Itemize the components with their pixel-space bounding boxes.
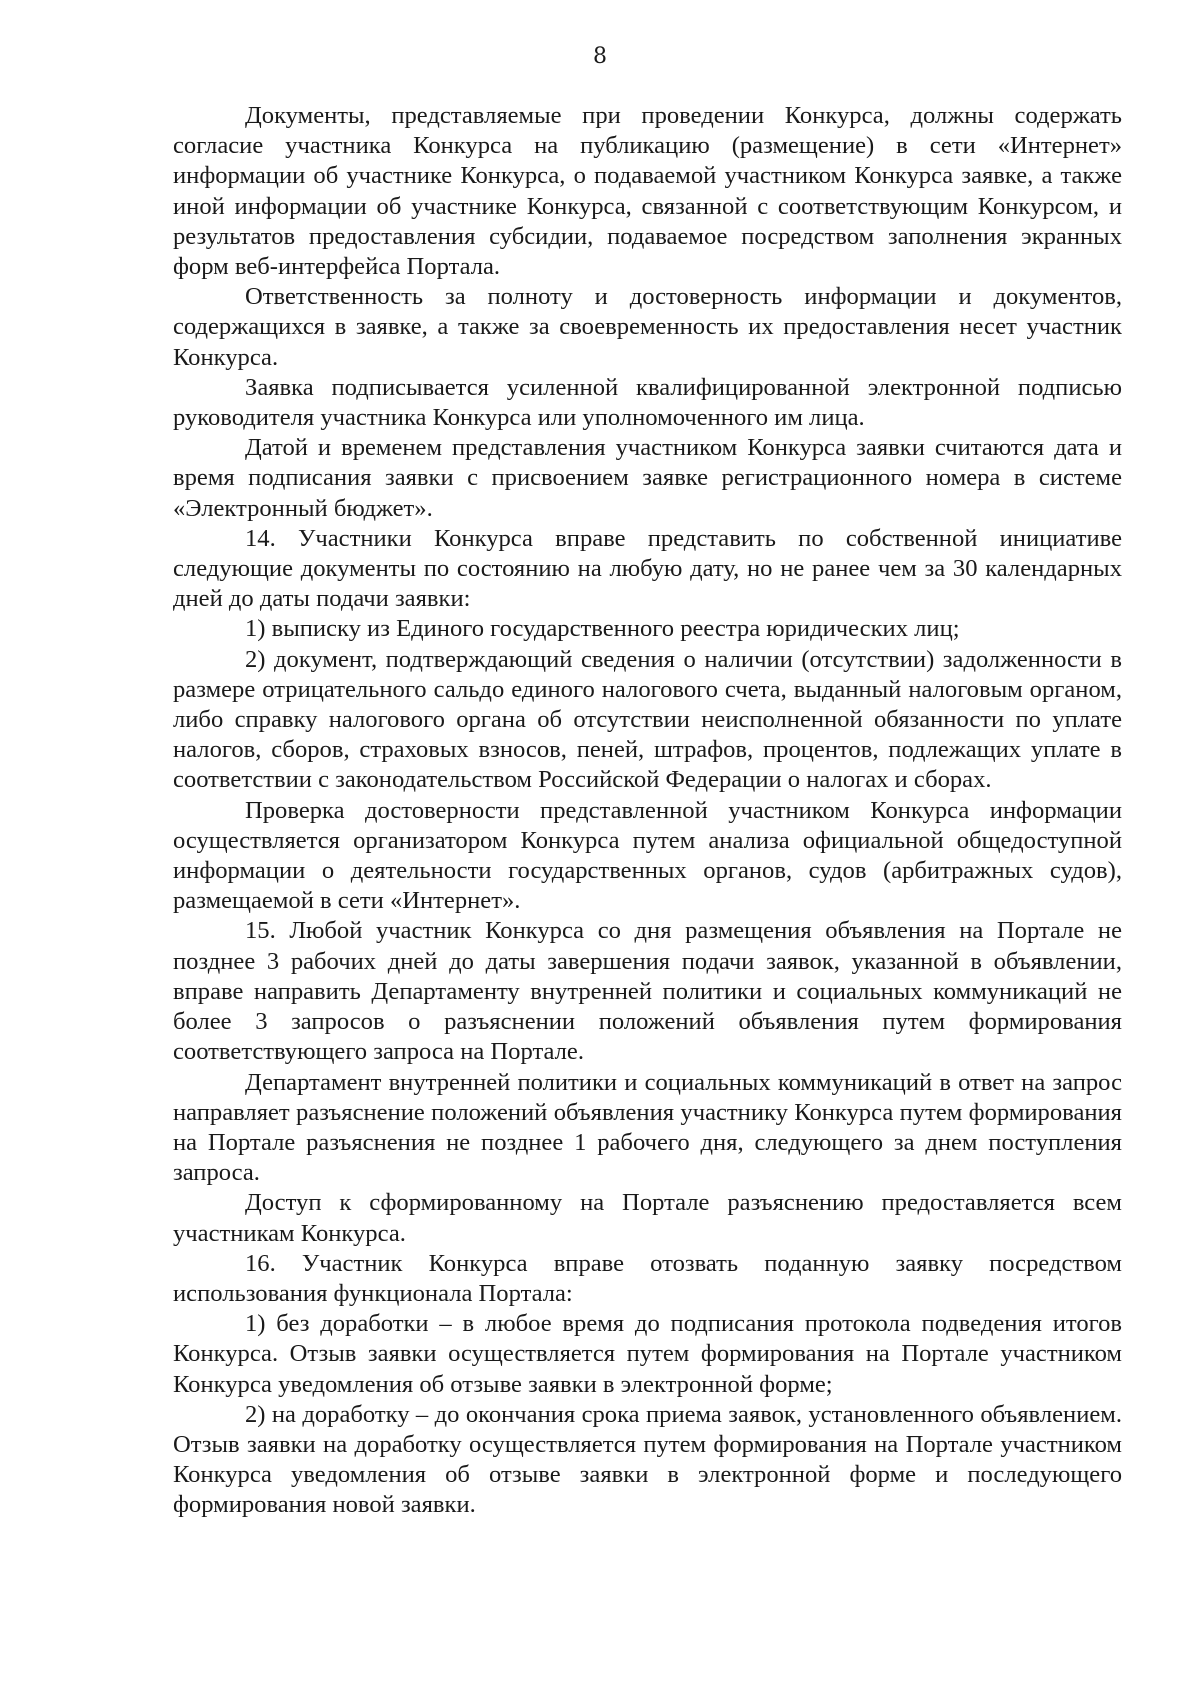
paragraph-item-14: 14. Участники Конкурса вправе представить по собственной инициативе следующие документы по состоянию на любую дату, но не ранее чем за 30 календарных дней до даты подачи заявки: <box>173 524 1122 613</box>
paragraph-item-14-2: 2) документ, подтверждающий сведения о наличии (отсутствии) задолженности в размере отрицательного сальдо единого налогового счета, выданный налоговым органом, либо справку налогового органа об отсутствии неисполненной обязанности по уплате налогов, сборов, страховых взносов, пеней, штрафов, процентов, подлежащих уплате в соответствии с законодательством Российской Федерации о налогах и сборах. <box>173 645 1122 794</box>
paragraph-item-16-2: 2) на доработку – до окончания срока приема заявок, установленного объявлением. Отзыв заявки на доработку осуществляется путем формирования на Портале участником Конкурса уведомления об отзыве заявки в электронной форме и последующего формирования новой заявки. <box>173 1400 1122 1519</box>
paragraph-item-16-1: 1) без доработки – в любое время до подписания протокола подведения итогов Конкурса. Отзыв заявки осуществляется путем формирования на Портале участником Конкурса уведомления об отзыве заявки в электронной форме; <box>173 1310 1122 1398</box>
paragraph-signature: Заявка подписывается усиленной квалифицированной электронной подписью руководителя участника Конкурса или уполномоченного им лица. <box>173 373 1122 432</box>
paragraph-submission-date: Датой и временем представления участником Конкурса заявки считаются дата и время подписания заявки с присвоением заявке регистрационного номера в системе «Электронный бюджет». <box>173 434 1122 522</box>
paragraph-clarification-access: Доступ к сформированному на Портале разъяснению предоставляется всем участникам Конкурса. <box>173 1189 1122 1247</box>
paragraph-verification: Проверка достоверности представленной участником Конкурса информации осуществляется организатором Конкурса путем анализа официальной общедоступной информации о деятельности государственных органов, судов (арбитражных судов), размещаемой в сети «Интернет». <box>173 796 1122 915</box>
document-body <box>173 101 1122 1521</box>
paragraph-item-16: 16. Участник Конкурса вправе отозвать поданную заявку посредством использования функционала Портала: <box>173 1249 1122 1307</box>
paragraph-item-15: 15. Любой участник Конкурса со дня размещения объявления на Портале не позднее 3 рабочих дней до даты завершения подачи заявок, указанной в объявлении, вправе направить Департаменту внутренней политики и социальных коммуникаций не более 3 запросов о разъяснении положений объявления путем формирования соответствующего запроса на Портале. <box>173 917 1122 1066</box>
paragraph-responsibility: Ответственность за полноту и достоверность информации и документов, содержащихся в заявке, а также за своевременность их предоставления несет участник Конкурса. <box>173 283 1122 371</box>
page-number: 8 <box>593 44 607 69</box>
paragraph-item-14-1: 1) выписку из Единого государственного реестра юридических лиц; <box>245 615 960 643</box>
paragraph-clarification-response: Департамент внутренней политики и социальных коммуникаций в ответ на запрос направляет разъяснение положений объявления участнику Конкурса путем формирования на Портале разъяснения не позднее 1 рабочего дня, следующего за днем поступления запроса. <box>173 1068 1122 1187</box>
paragraph-consent-publication: Документы, представляемые при проведении Конкурса, должны содержать согласие участника Конкурса на публикацию (размещение) в сети «Интернет» информации об участнике Конкурса, о подаваемой участником Конкурса заявке, а также иной информации об участнике Конкурса, связанной с соответствующим Конкурсом, и результатов предоставления субсидии, подаваемое посредством заполнения экранных форм веб-интерфейса Портала. <box>173 102 1122 281</box>
